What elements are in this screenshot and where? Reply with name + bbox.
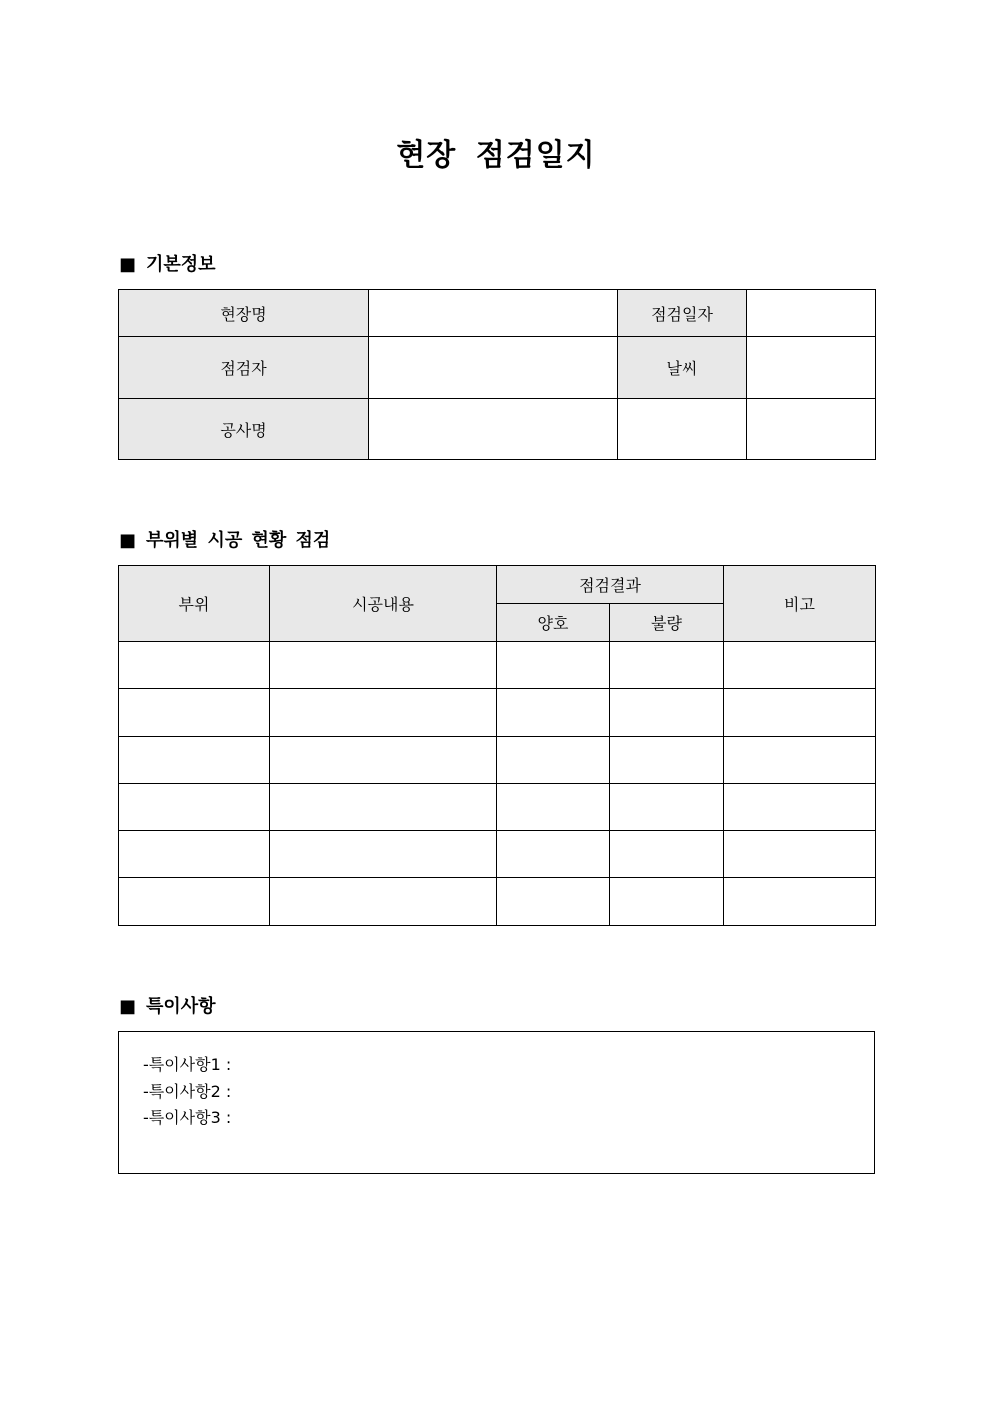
col-header-part: 부위: [119, 566, 270, 642]
content-cell[interactable]: [270, 831, 497, 878]
remarks-cell[interactable]: [724, 689, 876, 737]
project-name-field[interactable]: [369, 399, 618, 460]
content-cell[interactable]: [270, 784, 497, 831]
basic-info-row: [119, 337, 876, 399]
weather-field[interactable]: [747, 337, 876, 399]
list-item: -특이사항1 :: [143, 1055, 232, 1074]
inspection-date-field[interactable]: [747, 290, 876, 337]
inspection-heading-text: 부위별 시공 현황 점검: [146, 530, 331, 551]
basic-info-heading-text: 기본정보: [146, 254, 216, 275]
page-title: 현장 점검일지: [396, 138, 596, 173]
col-header-result: 점검결과: [497, 566, 724, 604]
notes-list: [143, 1052, 231, 1132]
remarks-cell[interactable]: [724, 878, 876, 926]
remarks-cell[interactable]: [724, 737, 876, 784]
square-bullet-icon: ■: [119, 996, 137, 1017]
bad-cell[interactable]: [610, 878, 724, 926]
bad-cell[interactable]: [610, 642, 724, 689]
remarks-cell[interactable]: [724, 642, 876, 689]
remarks-cell[interactable]: [724, 784, 876, 831]
part-cell[interactable]: [119, 831, 270, 878]
col-header-content: 시공내용: [270, 566, 497, 642]
content-cell[interactable]: [270, 878, 497, 926]
inspection-date-label: 점검일자: [618, 290, 747, 337]
good-cell[interactable]: [497, 784, 610, 831]
basic-info-table: [118, 289, 876, 460]
content-cell[interactable]: [270, 642, 497, 689]
site-name-field[interactable]: [369, 290, 618, 337]
square-bullet-icon: ■: [119, 530, 137, 551]
part-cell[interactable]: [119, 642, 270, 689]
table-row: [119, 642, 876, 689]
site-name-label: 현장명: [119, 290, 369, 337]
notes-heading: [119, 995, 216, 1019]
col-header-remarks: 비고: [724, 566, 876, 642]
project-name-label: 공사명: [119, 399, 369, 460]
part-cell[interactable]: [119, 689, 270, 737]
inspector-field[interactable]: [369, 337, 618, 399]
table-row: [119, 831, 876, 878]
list-item: -특이사항3 :: [143, 1108, 232, 1127]
blank-cell[interactable]: [618, 399, 747, 460]
basic-info-row: [119, 399, 876, 460]
part-cell[interactable]: [119, 737, 270, 784]
table-row: [119, 784, 876, 831]
good-cell[interactable]: [497, 642, 610, 689]
good-cell[interactable]: [497, 689, 610, 737]
weather-label: 날씨: [618, 337, 747, 399]
col-header-good: 양호: [497, 604, 610, 642]
basic-info-heading: [119, 253, 216, 277]
bad-cell[interactable]: [610, 784, 724, 831]
table-row: [119, 737, 876, 784]
part-cell[interactable]: [119, 784, 270, 831]
good-cell[interactable]: [497, 737, 610, 784]
inspection-header-row: [119, 566, 876, 604]
remarks-cell[interactable]: [724, 831, 876, 878]
good-cell[interactable]: [497, 831, 610, 878]
inspection-heading: [119, 529, 330, 553]
square-bullet-icon: ■: [119, 254, 137, 275]
inspection-table: [118, 565, 876, 926]
notes-heading-text: 특이사항: [146, 996, 216, 1017]
col-header-bad: 불량: [610, 604, 724, 642]
content-cell[interactable]: [270, 737, 497, 784]
table-row: [119, 689, 876, 737]
notes-box[interactable]: [118, 1031, 875, 1174]
table-row: [119, 878, 876, 926]
inspector-label: 점검자: [119, 337, 369, 399]
content-cell[interactable]: [270, 689, 497, 737]
bad-cell[interactable]: [610, 689, 724, 737]
bad-cell[interactable]: [610, 831, 724, 878]
bad-cell[interactable]: [610, 737, 724, 784]
blank-cell[interactable]: [747, 399, 876, 460]
basic-info-row: [119, 290, 876, 337]
good-cell[interactable]: [497, 878, 610, 926]
part-cell[interactable]: [119, 878, 270, 926]
list-item: -특이사항2 :: [143, 1081, 232, 1101]
